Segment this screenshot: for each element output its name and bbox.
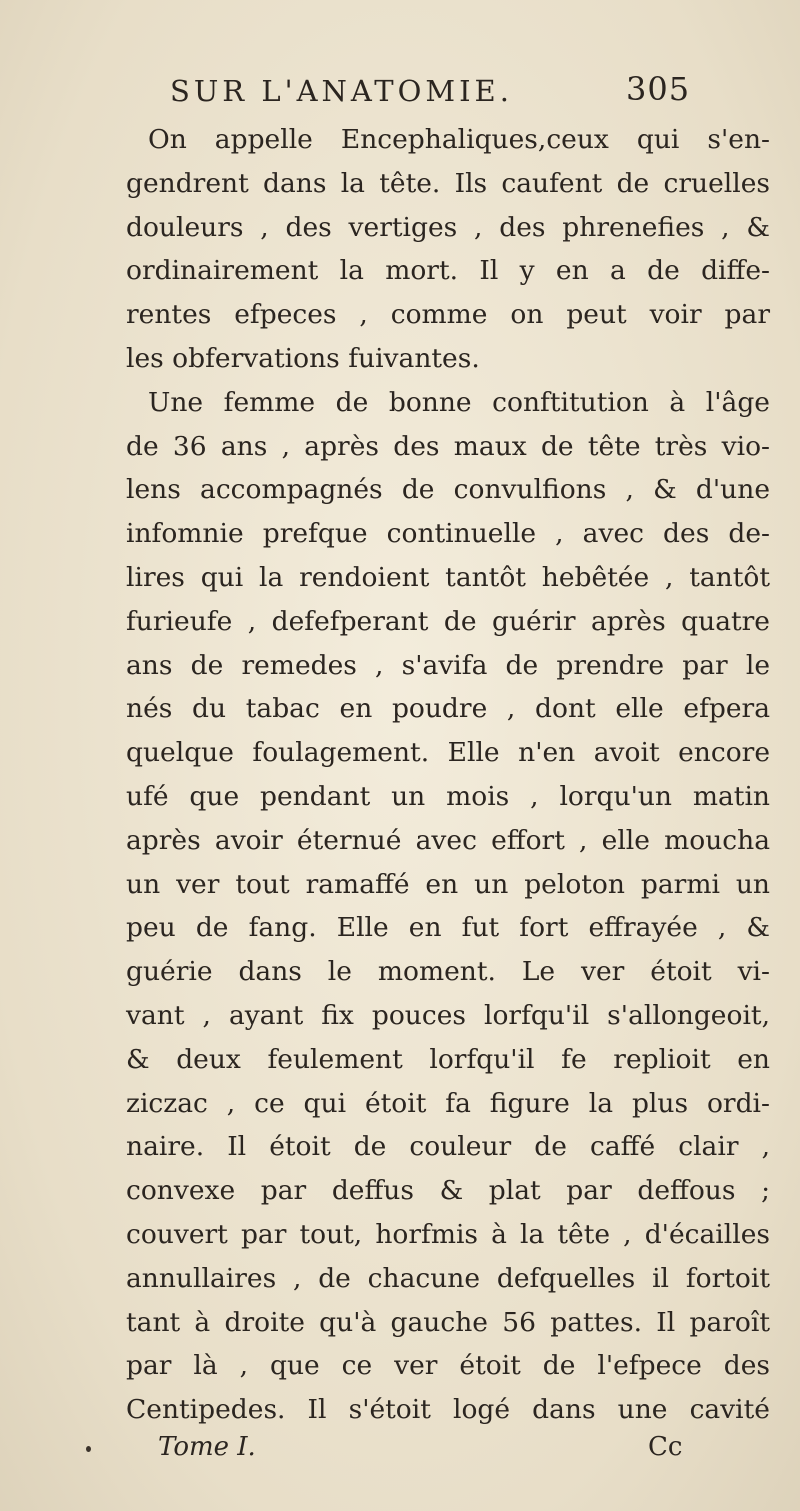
text-line: lens accompagnés de convulfions , & d'une	[126, 474, 770, 506]
text-line: naire. Il étoit de couleur de caffé clair ,	[126, 1131, 770, 1163]
page-footer	[126, 1432, 770, 1472]
text-line: ans de remedes , s'avifa de prendre par le	[126, 649, 770, 681]
text-line: ordinairement la mort. Il y en a de diffe-	[126, 255, 770, 287]
text-line: après avoir éternué avec effort , elle moucha	[126, 824, 770, 856]
ink-speck	[86, 1446, 91, 1452]
running-title: SUR L'ANATOMIE.	[170, 74, 513, 108]
text-line: peu de fang. Elle en fut fort effrayée , &	[126, 912, 770, 944]
text-line: furieufe , defefperant de guérir après quatre	[126, 605, 770, 637]
text-line: douleurs , des vertiges , des phrenefies , &	[126, 211, 770, 243]
signature-mark: Cc	[648, 1431, 683, 1462]
text-line: ziczac , ce qui étoit fa figure la plus ordi-	[126, 1087, 770, 1119]
text-line: & deux feulement lorfqu'il fe replioit en	[126, 1043, 770, 1075]
text-line: annullaires , de chacune defquelles il fortoit	[126, 1262, 770, 1294]
text-line: rentes efpeces , comme on peut voir par	[126, 299, 770, 331]
volume-label: Tome I.	[158, 1431, 256, 1462]
running-head	[126, 60, 770, 118]
text-line: tant à droite qu'à gauche 56 pattes. Il paroît	[126, 1306, 770, 1338]
text-line: convexe par deffus & plat par deffous ;	[126, 1175, 770, 1207]
text-line: par là , que ce ver étoit de l'efpece des	[126, 1350, 770, 1382]
text-line: un ver tout ramaffé en un peloton parmi un	[126, 868, 770, 900]
page-number: 305	[626, 70, 691, 108]
text-line: de 36 ans , après des maux de tête très vio-	[126, 430, 770, 462]
text-line: lires qui la rendoient tantôt hebêtée , tantôt	[126, 561, 770, 593]
paragraph-1	[126, 118, 770, 381]
text-line: quelque foulagement. Elle n'en avoit encore	[126, 737, 770, 769]
text-line: les obfervations fuivantes.	[126, 342, 480, 374]
text-line: Une femme de bonne conftitution à l'âge	[148, 386, 770, 418]
text-line: gendrent dans la tête. Ils caufent de cruelles	[126, 167, 770, 199]
paragraph-2	[126, 381, 770, 1432]
text-line: nés du tabac en poudre , dont elle efpera	[126, 693, 770, 725]
page-text	[126, 60, 770, 1472]
text-line: vant , ayant fix pouces lorfqu'il s'allongeoit,	[126, 999, 770, 1031]
text-line: Centipedes. Il s'étoit logé dans une cavité	[126, 1394, 770, 1426]
text-line: infomnie prefque continuelle , avec des de-	[126, 518, 770, 550]
text-line: On appelle Encephaliques,ceux qui s'en-	[148, 124, 770, 155]
text-line: couvert par tout, horfmis à la tête , d'écailles	[126, 1218, 770, 1250]
text-line: ufé que pendant un mois , lorqu'un matin	[126, 780, 770, 812]
text-line: guérie dans le moment. Le ver étoit vi-	[126, 956, 770, 988]
